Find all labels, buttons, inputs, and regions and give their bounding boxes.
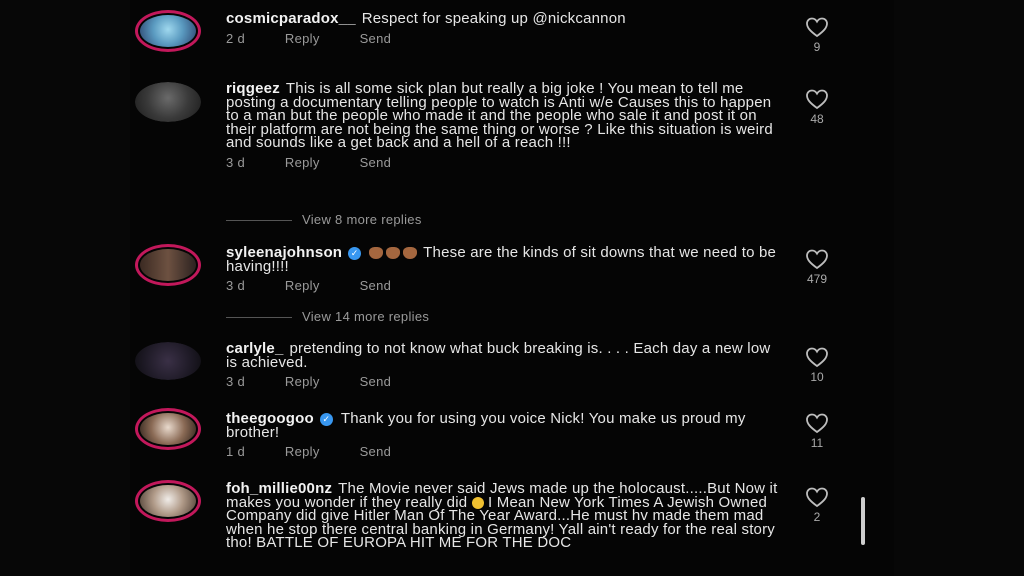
comment-time: 2 d bbox=[226, 30, 245, 46]
letterbox-left bbox=[0, 0, 130, 576]
like-control[interactable] bbox=[802, 248, 832, 286]
clap-emoji-icon bbox=[369, 247, 383, 259]
heart-icon[interactable] bbox=[804, 486, 830, 508]
clap-emoji-icon bbox=[403, 247, 417, 259]
comment-text bbox=[226, 412, 786, 439]
letterbox-right bbox=[894, 0, 1024, 576]
comment-meta bbox=[226, 374, 786, 389]
scrollbar-thumb[interactable] bbox=[861, 497, 865, 545]
like-count: 2 bbox=[813, 510, 821, 524]
reply-button[interactable]: Reply bbox=[284, 30, 320, 46]
like-control[interactable] bbox=[802, 486, 832, 524]
like-control[interactable] bbox=[802, 412, 832, 450]
comment-body: pretending to not know what buck breaking is. . . . Each day a new low is achieved. bbox=[226, 340, 771, 371]
avatar[interactable] bbox=[135, 480, 201, 522]
comment-time: 3 d bbox=[226, 278, 245, 294]
reply-button[interactable]: Reply bbox=[284, 444, 320, 460]
comment-feed[interactable] bbox=[130, 0, 894, 576]
heart-icon[interactable] bbox=[804, 412, 830, 434]
comment-time: 3 d bbox=[226, 374, 245, 389]
comment-body: These are the kinds of sit downs that we need to be having!!!! bbox=[226, 244, 777, 275]
avatar[interactable] bbox=[135, 10, 201, 52]
send-button[interactable]: Send bbox=[359, 278, 392, 294]
comment-body: This is all some sick plan but really a big joke ! You mean to tell me posting a documentary telling people to watch is Anti w/e Causes this to happen to a man but the people who made it and the people who sale it and post it on their platform are not being the same thing or worse ? Like this situation is weird and sounds like a get back and a hell of a reach !!! bbox=[226, 80, 773, 151]
comment-text bbox=[226, 246, 786, 273]
comment-username[interactable]: cosmicparadox__ bbox=[226, 10, 356, 27]
like-count: 479 bbox=[806, 272, 828, 286]
view-replies[interactable] bbox=[226, 212, 422, 227]
comment-body-continued: I Mean New York Times A Jewish Owned Company did give Hitler Man Of The Year Award...He must hv made them mad when he stop there central banking in Germany! Yall ain't ready for the real story tho! BATTLE OF EUROPA HIT ME FOR THE DOC bbox=[226, 493, 775, 551]
avatar[interactable] bbox=[135, 82, 201, 122]
view-replies-label[interactable]: View 14 more replies bbox=[302, 309, 430, 324]
send-button[interactable]: Send bbox=[359, 154, 392, 170]
comment-text bbox=[226, 82, 786, 150]
comment-body: Thank you for using you voice Nick! You make us proud my brother! bbox=[226, 410, 746, 441]
like-control[interactable] bbox=[802, 88, 832, 126]
like-control[interactable] bbox=[802, 346, 832, 384]
comment-time: 1 d bbox=[226, 444, 245, 460]
comment-text bbox=[226, 12, 786, 26]
heart-icon[interactable] bbox=[804, 16, 830, 38]
heart-icon[interactable] bbox=[804, 248, 830, 270]
like-count: 11 bbox=[810, 436, 824, 450]
like-count: 48 bbox=[810, 112, 824, 126]
view-replies-label[interactable]: View 8 more replies bbox=[302, 212, 422, 227]
verified-badge-icon: ✓ bbox=[348, 247, 361, 260]
comment-time: 3 d bbox=[226, 154, 245, 170]
like-control[interactable] bbox=[802, 16, 832, 54]
reply-button[interactable]: Reply bbox=[284, 374, 320, 389]
avatar[interactable] bbox=[135, 342, 201, 380]
send-button[interactable]: Send bbox=[359, 374, 392, 389]
like-count: 9 bbox=[813, 40, 821, 54]
verified-badge-icon: ✓ bbox=[320, 413, 333, 426]
comment-meta bbox=[226, 155, 786, 170]
comment-body: Respect for speaking up @nickcannon bbox=[361, 10, 626, 27]
send-button[interactable]: Send bbox=[359, 444, 392, 460]
avatar[interactable] bbox=[135, 408, 201, 450]
view-replies[interactable] bbox=[226, 309, 429, 324]
reply-button[interactable]: Reply bbox=[284, 154, 320, 170]
reply-button[interactable]: Reply bbox=[284, 278, 320, 294]
comment-text bbox=[226, 482, 786, 550]
comment-meta bbox=[226, 31, 786, 46]
send-button[interactable]: Send bbox=[359, 30, 392, 46]
replies-divider bbox=[226, 317, 292, 318]
comment-username[interactable]: syleenajohnson bbox=[226, 244, 343, 261]
comment-text bbox=[226, 342, 786, 369]
comment-meta bbox=[226, 278, 786, 293]
comment-username[interactable]: foh_millie00nz bbox=[226, 480, 333, 497]
avatar[interactable] bbox=[135, 244, 201, 286]
comment-meta bbox=[226, 444, 786, 459]
comment-username[interactable]: carlyle_ bbox=[226, 340, 284, 357]
comment-username[interactable]: riqgeez bbox=[226, 80, 280, 97]
heart-icon[interactable] bbox=[804, 88, 830, 110]
comment-username[interactable]: theegoogoo bbox=[226, 410, 314, 427]
comment-body: The Movie never said Jews made up the holocaust.....But Now it makes you wonder if they really did bbox=[226, 480, 778, 511]
heart-icon[interactable] bbox=[804, 346, 830, 368]
clap-emoji-icon bbox=[386, 247, 400, 259]
like-count: 10 bbox=[810, 370, 824, 384]
replies-divider bbox=[226, 220, 292, 221]
